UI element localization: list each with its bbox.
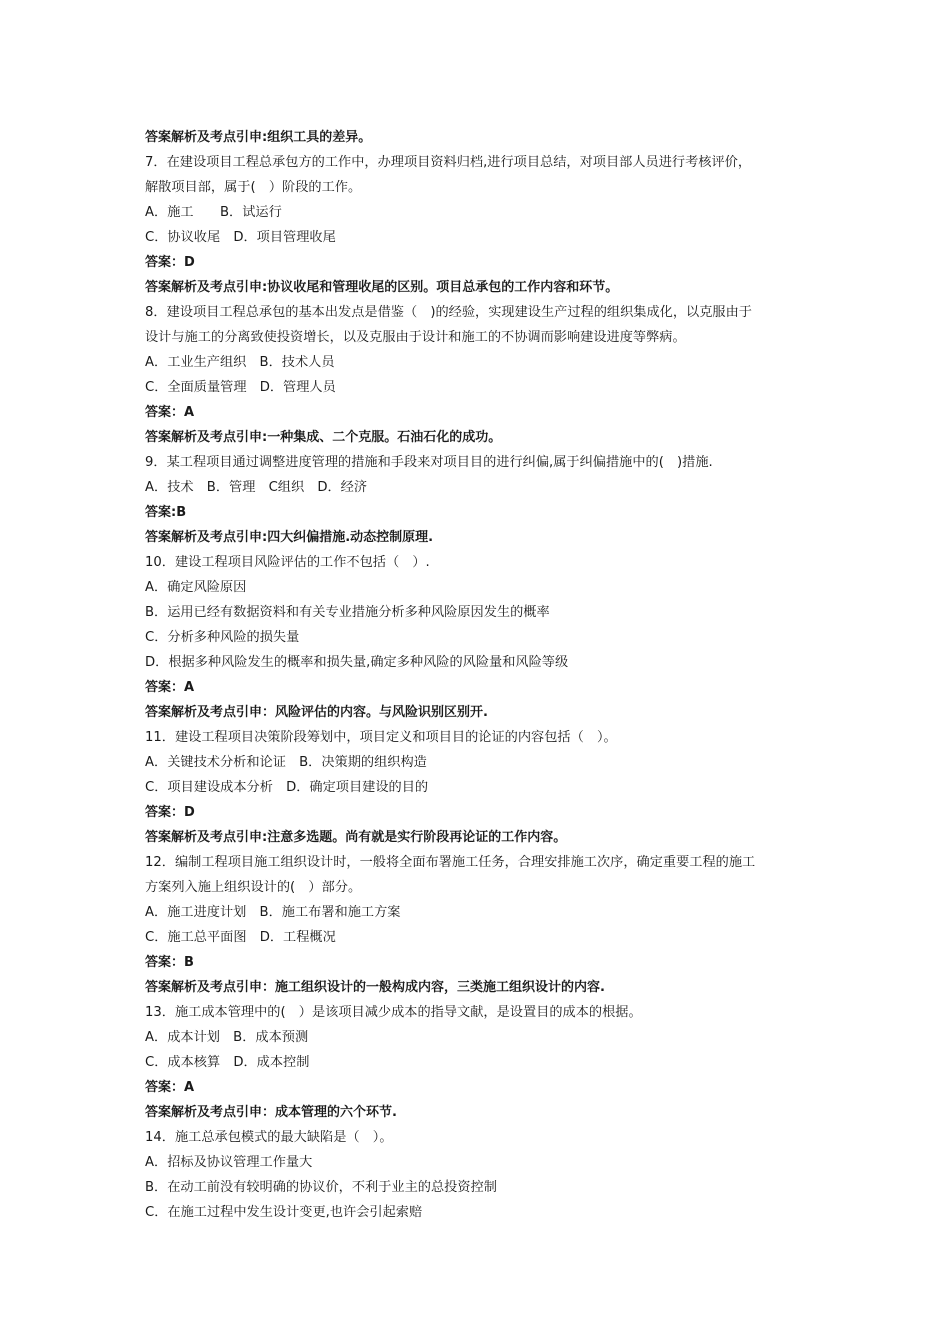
answer-line: 答案：D <box>145 255 195 270</box>
text-line: A．确定风险原因 <box>145 580 247 595</box>
text-line: 12．编制工程项目施工组织设计时，一般将全面布署施工任务，合理安排施工次序，确定重要工程的施工 <box>145 855 756 870</box>
text-line: C．分析多种风险的损失量 <box>145 630 300 645</box>
answer-line: 答案解析及考点引申:注意多选题。尚有就是实行阶段再论证的工作内容。 <box>145 830 567 845</box>
text-line: C．项目建设成本分析 D．确定项目建设的目的 <box>145 780 429 795</box>
text-line: 9．某工程项目通过调整进度管理的措施和手段来对项目目的进行纠偏,属于纠偏措施中的( )措施. <box>145 455 713 470</box>
answer-line: 答案：A <box>145 680 195 695</box>
text-line: 14．施工总承包模式的最大缺陷是（ ）。 <box>145 1130 393 1145</box>
answer-line: 答案：D <box>145 805 195 820</box>
text-line: A．招标及协议管理工作量大 <box>145 1155 313 1170</box>
text-line: B．运用已经有数据资料和有关专业措施分析多种风险原因发生的概率 <box>145 605 550 620</box>
answer-line: 答案解析及考点引申:一种集成、二个克服。石油石化的成功。 <box>145 430 502 445</box>
text-line: C．施工总平面图 D．工程概况 <box>145 930 336 945</box>
text-line: A．成本计划 B．成本预测 <box>145 1030 309 1045</box>
text-line: A．施工 B．试运行 <box>145 205 282 220</box>
answer-line: 答案：B <box>145 955 194 970</box>
text-line: A．工业生产组织 B．技术人员 <box>145 355 335 370</box>
text-line: 方案列入施上组织设计的( ）部分。 <box>145 880 362 895</box>
answer-line: 答案解析及考点引申:四大纠偏措施.动态控制原理. <box>145 530 434 545</box>
answer-line: 答案解析及考点引申:协议收尾和管理收尾的区别。项目总承包的工作内容和环节。 <box>145 280 619 295</box>
text-line: A．关键技术分析和论证 B．决策期的组织构造 <box>145 755 427 770</box>
answer-line: 答案解析及考点引申:组织工具的差异。 <box>145 130 372 145</box>
text-line: C．全面质量管理 D．管理人员 <box>145 380 336 395</box>
answer-line: 答案：A <box>145 1080 195 1095</box>
text-line: 11．建设工程项目决策阶段筹划中，项目定义和项目目的论证的内容包括（ ）。 <box>145 730 617 745</box>
answer-line: 答案解析及考点引申：成本管理的六个环节. <box>145 1105 397 1120</box>
answer-line: 答案：A <box>145 405 195 420</box>
text-line: C．成本核算 D．成本控制 <box>145 1055 310 1070</box>
text-line: A．技术 B．管理 C组织 D．经济 <box>145 480 368 495</box>
text-line: C．在施工过程中发生设计变更,也许会引起索赔 <box>145 1205 423 1220</box>
answer-line: 答案解析及考点引申：风险评估的内容。与风险识别区别开. <box>145 705 488 720</box>
text-line: C．协议收尾 D．项目管理收尾 <box>145 230 336 245</box>
text-line: 10．建设工程项目风险评估的工作不包括（ ）. <box>145 555 430 570</box>
document-body <box>145 125 815 1225</box>
text-line: B．在动工前没有较明确的协议价，不利于业主的总投资控制 <box>145 1180 497 1195</box>
text-line: 解散项目部，属于( ）阶段的工作。 <box>145 180 362 195</box>
text-line: A．施工进度计划 B．施工布署和施工方案 <box>145 905 401 920</box>
text-line: 8．建设项目工程总承包的基本出发点是借鉴（ )的经验，实现建设生产过程的组织集成化，以克服由于 <box>145 305 752 320</box>
text-line: 设计与施工的分离致使投资增长，以及克服由于设计和施工的不协调而影响建设进度等弊病。 <box>145 330 686 345</box>
answer-line: 答案解析及考点引申：施工组织设计的一般构成内容，三类施工组织设计的内容. <box>145 980 605 995</box>
text-line: 7．在建设项目工程总承包方的工作中，办理项目资料归档,进行项目总结，对项目部人员进行考核评价， <box>145 155 752 170</box>
answer-line: 答案:B <box>145 505 187 520</box>
text-line: 13．施工成本管理中的( ）是该项目减少成本的指导文献，是设置目的成本的根据。 <box>145 1005 642 1020</box>
text-line: D．根据多种风险发生的概率和损失量,确定多种风险的风险量和风险等级 <box>145 655 569 670</box>
